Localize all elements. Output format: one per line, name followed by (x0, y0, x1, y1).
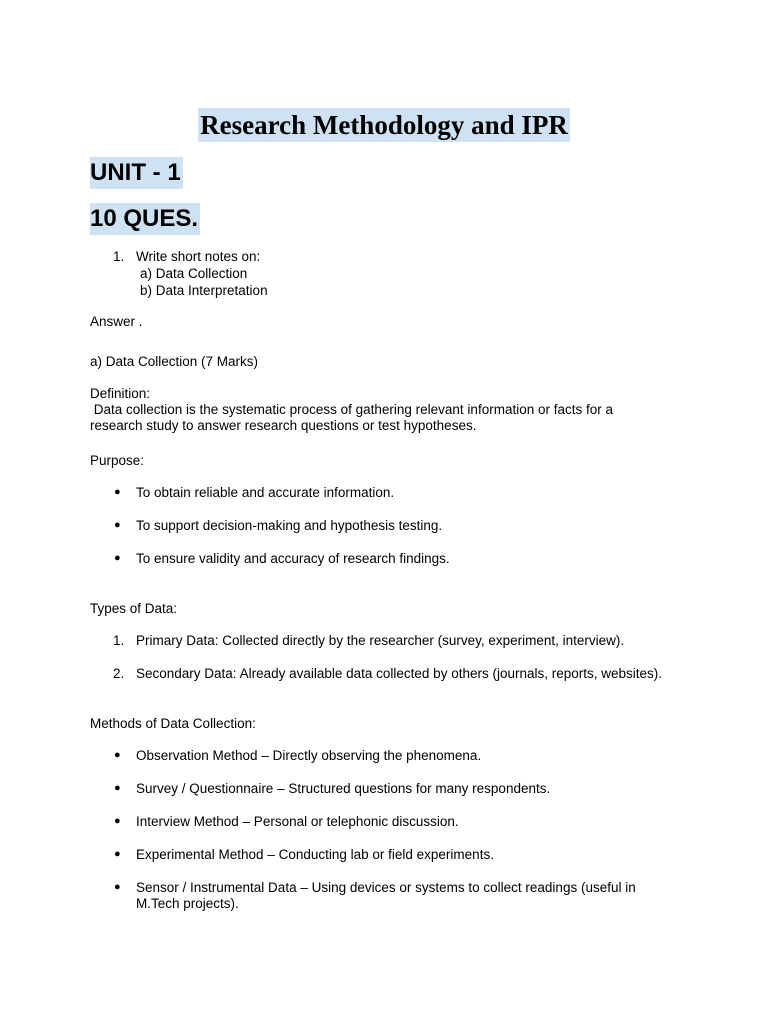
ques-heading: 10 QUES. (90, 203, 200, 235)
question-part-a: a) Data Collection (140, 266, 248, 281)
bullet-icon: ● (114, 552, 121, 564)
document-title (0, 108, 768, 142)
types-item-number: 1. (113, 633, 125, 648)
methods-item: Sensor / Instrumental Data – Using devices or systems to collect readings (useful in (136, 880, 636, 895)
document-title-text: Research Methodology and IPR (200, 110, 568, 140)
purpose-item: To obtain reliable and accurate information. (136, 485, 395, 500)
methods-label: Methods of Data Collection: (90, 716, 256, 731)
types-item: Primary Data: Collected directly by the researcher (survey, experiment, interview). (136, 633, 625, 648)
purpose-item: To support decision-making and hypothesis testing. (136, 518, 443, 533)
definition-label: Definition: (90, 386, 151, 401)
question-number: 1. (113, 249, 125, 264)
definition-line-2: research study to answer research questions or test hypotheses. (90, 418, 477, 433)
types-label: Types of Data: (90, 601, 178, 616)
answer-label: Answer . (90, 314, 143, 329)
question-text: Write short notes on: (136, 249, 261, 264)
bullet-icon: ● (114, 486, 121, 498)
methods-item: Survey / Questionnaire – Structured questions for many respondents. (136, 781, 551, 796)
methods-item: Experimental Method – Conducting lab or field experiments. (136, 847, 494, 862)
types-item: Secondary Data: Already available data collected by others (journals, reports, websites). (136, 666, 663, 681)
bullet-icon: ● (114, 749, 121, 761)
methods-item: Interview Method – Personal or telephonic discussion. (136, 814, 459, 829)
purpose-label: Purpose: (90, 453, 145, 468)
bullet-icon: ● (114, 848, 121, 860)
unit-heading: UNIT - 1 (90, 157, 183, 189)
methods-item: Observation Method – Directly observing the phenomena. (136, 748, 482, 763)
bullet-icon: ● (114, 815, 121, 827)
purpose-item: To ensure validity and accuracy of research findings. (136, 551, 450, 566)
question-part-b: b) Data Interpretation (140, 283, 268, 298)
types-item-number: 2. (113, 666, 125, 681)
bullet-icon: ● (114, 519, 121, 531)
definition-line-1: Data collection is the systematic process of gathering relevant information or facts for a (90, 402, 613, 417)
section-heading: a) Data Collection (7 Marks) (90, 354, 259, 369)
methods-item-continued: M.Tech projects). (136, 896, 239, 911)
bullet-icon: ● (114, 881, 121, 893)
bullet-icon: ● (114, 782, 121, 794)
